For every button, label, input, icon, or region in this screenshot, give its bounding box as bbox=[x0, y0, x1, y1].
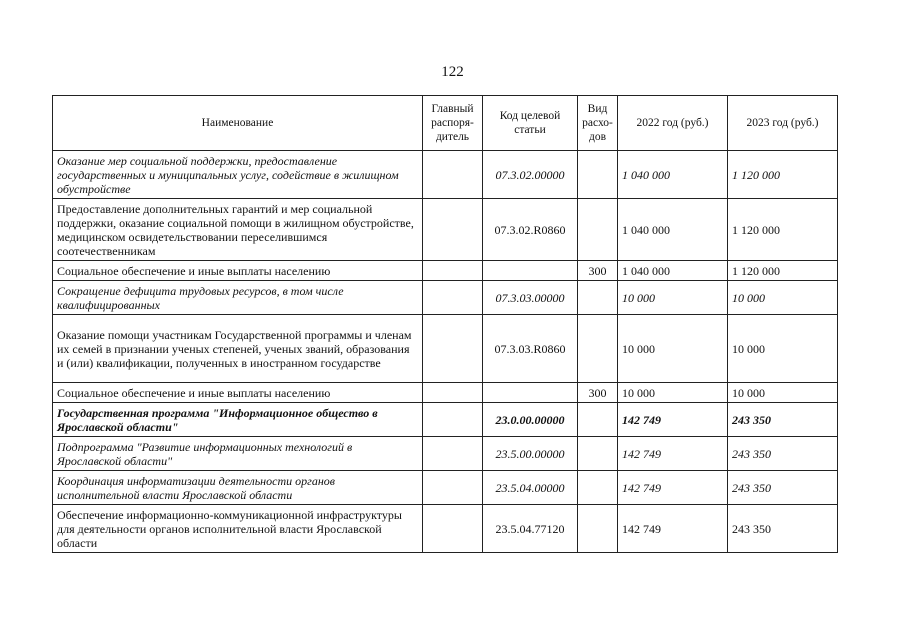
cell-name: Социальное обеспечение и иные выплаты населению bbox=[53, 261, 423, 281]
table-row bbox=[53, 505, 838, 553]
cell-code: 07.3.02.R0860 bbox=[483, 199, 578, 261]
cell-name: Государственная программа "Информационное общество в Ярославской области" bbox=[53, 403, 423, 437]
cell-kind: 300 bbox=[578, 261, 618, 281]
table-row bbox=[53, 261, 838, 281]
cell-kind bbox=[578, 505, 618, 553]
cell-manager bbox=[423, 437, 483, 471]
cell-year-2022: 10 000 bbox=[618, 281, 728, 315]
cell-year-2023: 10 000 bbox=[728, 315, 838, 383]
cell-manager bbox=[423, 315, 483, 383]
cell-year-2022: 1 040 000 bbox=[618, 261, 728, 281]
cell-manager bbox=[423, 281, 483, 315]
header-year-2023: 2023 год (руб.) bbox=[728, 96, 838, 151]
cell-kind bbox=[578, 315, 618, 383]
cell-name: Сокращение дефицита трудовых ресурсов, в том числе квалифицированных bbox=[53, 281, 423, 315]
cell-year-2023: 1 120 000 bbox=[728, 151, 838, 199]
cell-manager bbox=[423, 261, 483, 281]
table-header-row bbox=[53, 96, 838, 151]
cell-year-2022: 10 000 bbox=[618, 315, 728, 383]
cell-code: 23.5.00.00000 bbox=[483, 437, 578, 471]
cell-year-2022: 142 749 bbox=[618, 437, 728, 471]
cell-kind bbox=[578, 471, 618, 505]
cell-kind bbox=[578, 281, 618, 315]
table-row bbox=[53, 403, 838, 437]
cell-kind bbox=[578, 437, 618, 471]
cell-code: 23.5.04.77120 bbox=[483, 505, 578, 553]
cell-code: 23.5.04.00000 bbox=[483, 471, 578, 505]
cell-year-2023: 243 350 bbox=[728, 471, 838, 505]
cell-year-2023: 243 350 bbox=[728, 505, 838, 553]
cell-year-2023: 243 350 bbox=[728, 403, 838, 437]
cell-year-2022: 142 749 bbox=[618, 505, 728, 553]
cell-kind bbox=[578, 151, 618, 199]
page-number: 122 bbox=[441, 64, 464, 80]
cell-code: 07.3.03.R0860 bbox=[483, 315, 578, 383]
cell-year-2022: 142 749 bbox=[618, 471, 728, 505]
header-name: Наименование bbox=[53, 96, 423, 151]
cell-year-2022: 1 040 000 bbox=[618, 199, 728, 261]
cell-manager bbox=[423, 505, 483, 553]
cell-manager bbox=[423, 199, 483, 261]
table-row bbox=[53, 199, 838, 261]
table-row bbox=[53, 437, 838, 471]
header-kind: Вид расхо-дов bbox=[578, 96, 618, 151]
cell-name: Социальное обеспечение и иные выплаты населению bbox=[53, 383, 423, 403]
cell-name: Обеспечение информационно-коммуникационной инфраструктуры для деятельности органов исполнительной власти Ярославской области bbox=[53, 505, 423, 553]
cell-manager bbox=[423, 383, 483, 403]
cell-year-2023: 1 120 000 bbox=[728, 199, 838, 261]
cell-year-2023: 10 000 bbox=[728, 383, 838, 403]
cell-code: 07.3.02.00000 bbox=[483, 151, 578, 199]
cell-name: Оказание помощи участникам Государственной программы и членам их семей в признании ученых степеней, ученых званий, образования и (или) квалификации, полученных в иностранном государстве bbox=[53, 315, 423, 383]
table-row bbox=[53, 315, 838, 383]
cell-manager bbox=[423, 471, 483, 505]
cell-year-2022: 1 040 000 bbox=[618, 151, 728, 199]
table-row bbox=[53, 151, 838, 199]
cell-year-2023: 1 120 000 bbox=[728, 261, 838, 281]
cell-name: Координация информатизации деятельности органов исполнительной власти Ярославской области bbox=[53, 471, 423, 505]
cell-kind: 300 bbox=[578, 383, 618, 403]
header-code: Код целевой статьи bbox=[483, 96, 578, 151]
header-manager: Главный распоря-дитель bbox=[423, 96, 483, 151]
cell-year-2023: 10 000 bbox=[728, 281, 838, 315]
cell-manager bbox=[423, 151, 483, 199]
table-row bbox=[53, 383, 838, 403]
table-row bbox=[53, 471, 838, 505]
cell-year-2022: 142 749 bbox=[618, 403, 728, 437]
header-year-2022: 2022 год (руб.) bbox=[618, 96, 728, 151]
cell-name: Подпрограмма "Развитие информационных технологий в Ярославской области" bbox=[53, 437, 423, 471]
table-row bbox=[53, 281, 838, 315]
cell-year-2023: 243 350 bbox=[728, 437, 838, 471]
cell-code: 23.0.00.00000 bbox=[483, 403, 578, 437]
cell-year-2022: 10 000 bbox=[618, 383, 728, 403]
cell-name: Предоставление дополнительных гарантий и мер социальной поддержки, оказание социальной помощи в жилищном обустройстве, медицинском освидетельствовании переселившимся соотечественникам bbox=[53, 199, 423, 261]
cell-kind bbox=[578, 403, 618, 437]
budget-table bbox=[52, 95, 838, 553]
cell-manager bbox=[423, 403, 483, 437]
cell-code: 07.3.03.00000 bbox=[483, 281, 578, 315]
cell-code bbox=[483, 383, 578, 403]
cell-code bbox=[483, 261, 578, 281]
cell-kind bbox=[578, 199, 618, 261]
cell-name: Оказание мер социальной поддержки, предоставление государственных и муниципальных услуг, содействие в жилищном обустройстве bbox=[53, 151, 423, 199]
